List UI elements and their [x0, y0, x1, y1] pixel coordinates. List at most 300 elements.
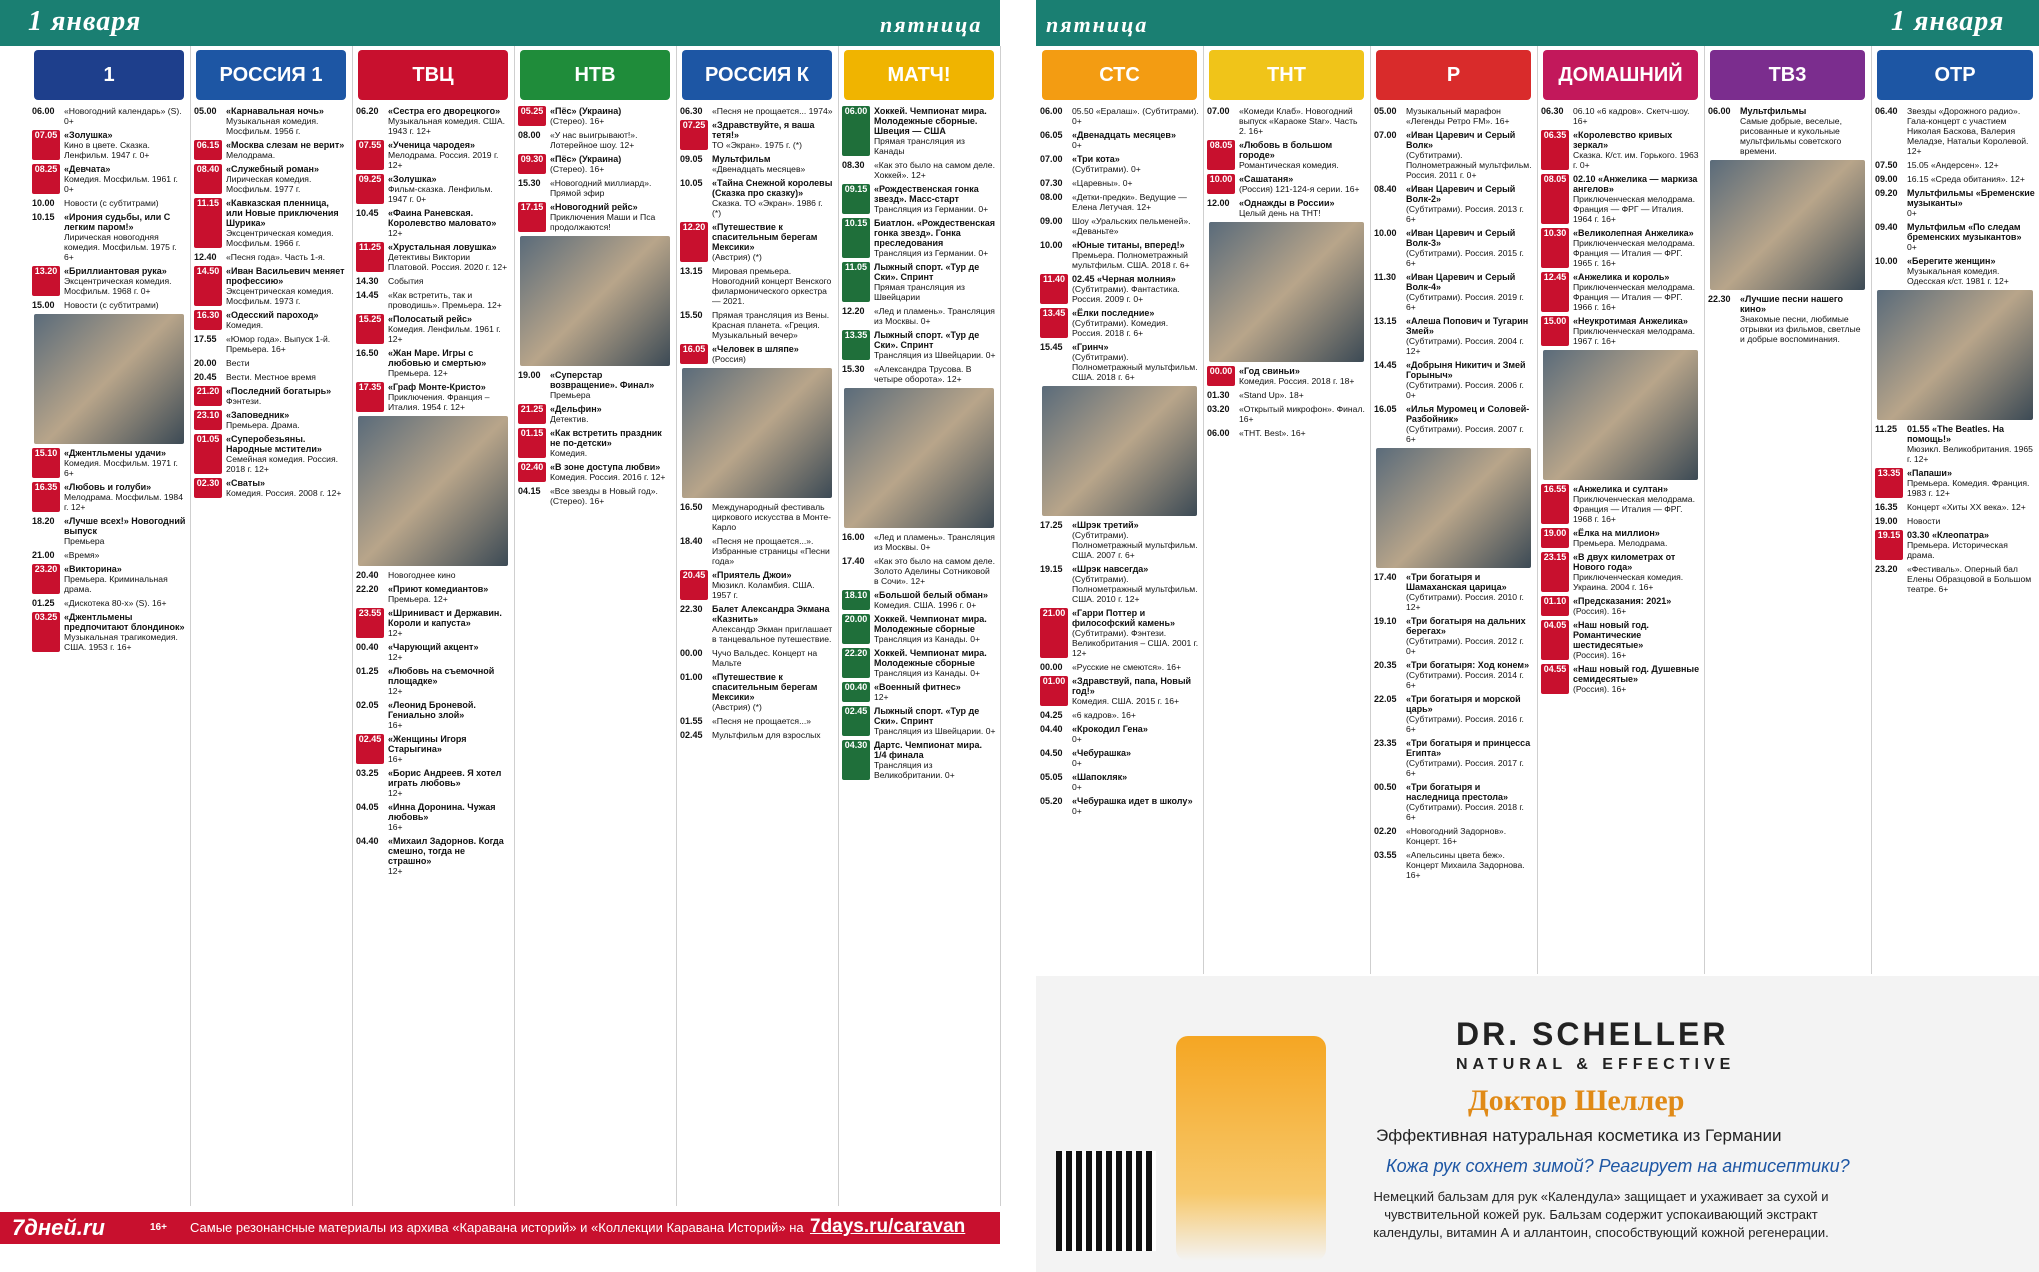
- program-item[interactable]: [1040, 308, 1199, 338]
- program-text: Комедия. Россия. 2016 г. 12+: [550, 472, 666, 482]
- program-description: [1406, 360, 1533, 400]
- program-item[interactable]: [32, 550, 186, 560]
- program-description: [388, 242, 510, 272]
- program-time: 22.30: [680, 604, 703, 614]
- program-item[interactable]: [194, 266, 348, 306]
- program-item[interactable]: [518, 404, 672, 424]
- program-description: [550, 154, 672, 174]
- program-item[interactable]: [1374, 572, 1533, 612]
- program-item[interactable]: [1541, 174, 1700, 224]
- program-item[interactable]: [1040, 748, 1199, 768]
- program-item[interactable]: [680, 672, 834, 712]
- program-text: 0+: [1072, 758, 1082, 768]
- program-item[interactable]: [842, 330, 996, 360]
- program-item[interactable]: [1374, 184, 1533, 224]
- program-item[interactable]: [680, 570, 834, 600]
- program-description: [1573, 552, 1700, 592]
- program-text: «Песня не прощается...». Избранные страницы «Песни года»: [712, 536, 830, 566]
- program-item[interactable]: [32, 212, 186, 262]
- program-item[interactable]: [518, 154, 672, 174]
- program-item[interactable]: [1374, 360, 1533, 400]
- program-item[interactable]: [1541, 228, 1700, 268]
- program-item[interactable]: [1040, 106, 1199, 126]
- program-item[interactable]: [356, 276, 510, 286]
- channel-logo[interactable]: ТНТ: [1209, 50, 1364, 100]
- program-time: 05.05: [1040, 772, 1063, 782]
- program-description: [1239, 390, 1366, 400]
- program-time: 18.40: [680, 536, 703, 546]
- program-time: 10.00: [1040, 240, 1063, 250]
- program-item[interactable]: [194, 310, 348, 330]
- program-item[interactable]: [1875, 424, 2035, 464]
- program-text: (Стерео). 16+: [550, 164, 605, 174]
- program-description: [712, 106, 834, 116]
- program-time: 10.15: [32, 212, 55, 222]
- program-title: 02.45 «Черная молния»: [1072, 274, 1176, 284]
- program-item[interactable]: [842, 590, 996, 610]
- program-item[interactable]: [1541, 664, 1700, 694]
- program-item[interactable]: [1207, 390, 1366, 400]
- program-item[interactable]: [1541, 130, 1700, 170]
- program-item[interactable]: [1541, 552, 1700, 592]
- program-item[interactable]: [1875, 188, 2035, 218]
- channel-logo[interactable]: МАТЧ!: [844, 50, 994, 100]
- channel-logo[interactable]: РОССИЯ 1: [196, 50, 346, 100]
- program-item[interactable]: [1207, 106, 1366, 136]
- program-item[interactable]: [1541, 620, 1700, 660]
- header-left-bar: [0, 0, 1000, 46]
- program-item[interactable]: [1040, 564, 1199, 604]
- program-item[interactable]: [518, 130, 672, 150]
- program-time: 04.25: [1040, 710, 1063, 720]
- program-item[interactable]: [32, 482, 186, 512]
- program-item[interactable]: [1040, 192, 1199, 212]
- channel-logo[interactable]: НТВ: [520, 50, 670, 100]
- program-time: 09.00: [1040, 216, 1063, 226]
- program-time: 06.20: [356, 106, 379, 116]
- program-title: «Любовь и голуби»: [64, 482, 152, 492]
- channel-logo[interactable]: ДОМАШНИЙ: [1543, 50, 1698, 100]
- program-time: 11.25: [1875, 424, 1898, 434]
- channel-logo[interactable]: ОТР: [1877, 50, 2033, 100]
- program-item[interactable]: [1374, 106, 1533, 126]
- program-item[interactable]: [32, 198, 186, 208]
- program-item[interactable]: [1040, 240, 1199, 270]
- program-text: Чучо Вальдес. Концерт на Мальте: [712, 648, 818, 668]
- program-item[interactable]: [32, 164, 186, 194]
- program-title: «Предсказания: 2021»: [1573, 596, 1672, 606]
- program-text: (Субтитрами). Россия. 2014 г. 6+: [1406, 670, 1524, 690]
- program-description: [388, 666, 510, 696]
- program-item[interactable]: [1374, 694, 1533, 734]
- program-text: Эксцентрическая комедия. Мосфильм. 1966 г.: [226, 228, 334, 248]
- program-item[interactable]: [1708, 106, 1867, 156]
- program-item[interactable]: [194, 372, 348, 382]
- program-text: Шоу «Уральских пельменей». «Деваньте»: [1072, 216, 1191, 236]
- program-item[interactable]: [356, 242, 510, 272]
- program-text: Премьера: [550, 390, 591, 400]
- channel-logo[interactable]: СТС: [1042, 50, 1197, 100]
- program-text: Комедия. США. 2015 г. 16+: [1072, 696, 1180, 706]
- program-item[interactable]: [194, 358, 348, 368]
- program-item[interactable]: [842, 184, 996, 214]
- program-time: 01.55: [680, 716, 703, 726]
- program-title: «Джентльмены удачи»: [64, 448, 166, 458]
- program-time: 15.50: [680, 310, 703, 320]
- program-item[interactable]: [1040, 662, 1199, 672]
- program-title: «Иван Царевич и Серый Волк»: [1406, 130, 1516, 150]
- program-item[interactable]: [680, 120, 834, 150]
- program-title: «Путешествие к спасительным берегам Мексики»: [712, 222, 818, 252]
- program-item[interactable]: [356, 642, 510, 662]
- program-item[interactable]: [680, 604, 834, 644]
- advertisement[interactable]: [1036, 976, 2039, 1272]
- program-item[interactable]: [1207, 198, 1366, 218]
- program-time: 03.25: [356, 768, 379, 778]
- program-item[interactable]: [1040, 154, 1199, 174]
- program-item[interactable]: [680, 648, 834, 668]
- program-item[interactable]: [356, 584, 510, 604]
- program-item[interactable]: [32, 612, 186, 652]
- program-text: Премьера. Драма.: [226, 420, 300, 430]
- program-item[interactable]: [1207, 366, 1366, 386]
- program-item[interactable]: [32, 598, 186, 608]
- program-time: 00.50: [1374, 782, 1397, 792]
- program-title: «Однажды в России»: [1239, 198, 1335, 208]
- program-item[interactable]: [1374, 228, 1533, 268]
- program-item[interactable]: [1040, 608, 1199, 658]
- program-item[interactable]: [1040, 796, 1199, 816]
- program-item[interactable]: [1040, 676, 1199, 706]
- channel-column: [1203, 46, 1371, 974]
- channel-column: [28, 46, 191, 1206]
- program-item[interactable]: [1875, 468, 2035, 498]
- program-description: [550, 370, 672, 400]
- program-item[interactable]: [842, 160, 996, 180]
- program-description: [226, 198, 348, 248]
- program-item[interactable]: [680, 502, 834, 532]
- program-item[interactable]: [842, 682, 996, 702]
- program-item[interactable]: [356, 570, 510, 580]
- program-text: Трансляция из Швейцарии. 0+: [874, 726, 996, 736]
- program-text: 0+: [1072, 734, 1082, 744]
- program-item[interactable]: [194, 164, 348, 194]
- program-item[interactable]: [680, 178, 834, 218]
- program-title: «Леонид Броневой. Гениально злой»: [388, 700, 476, 720]
- program-description: [1406, 316, 1533, 356]
- program-item[interactable]: [518, 428, 672, 458]
- channel-logo[interactable]: 1: [34, 50, 184, 100]
- program-description: [550, 404, 672, 424]
- program-item[interactable]: [842, 648, 996, 678]
- program-item[interactable]: [32, 266, 186, 296]
- program-item[interactable]: [1374, 738, 1533, 778]
- program-title: «Чарующий акцент»: [388, 642, 479, 652]
- program-item[interactable]: [1374, 404, 1533, 444]
- program-item[interactable]: [1875, 222, 2035, 252]
- program-text: Приключенческая мелодрама. Франция — Италия — ФРГ. 1966 г. 16+: [1573, 282, 1695, 312]
- program-item[interactable]: [1040, 274, 1199, 304]
- program-item[interactable]: [356, 208, 510, 238]
- program-time: 22.20: [842, 648, 870, 678]
- program-time: 02.05: [356, 700, 379, 710]
- program-item[interactable]: [1541, 484, 1700, 524]
- program-item[interactable]: [32, 448, 186, 478]
- program-item[interactable]: [518, 106, 672, 126]
- channel-logo[interactable]: ТВ3: [1710, 50, 1865, 100]
- program-item[interactable]: [680, 730, 834, 740]
- program-item[interactable]: [194, 386, 348, 406]
- program-description: [874, 648, 996, 678]
- program-item[interactable]: [32, 130, 186, 160]
- program-item[interactable]: [1374, 782, 1533, 822]
- program-item[interactable]: [1541, 272, 1700, 312]
- program-description: [1573, 228, 1700, 268]
- program-item[interactable]: [518, 178, 672, 198]
- program-item[interactable]: [842, 556, 996, 586]
- program-title: «Новогодний рейс»: [550, 202, 638, 212]
- program-text: Знакомые песни, любимые отрывки из фильмов, светлые и добрые воспоминания.: [1740, 314, 1861, 344]
- program-description: [874, 590, 996, 610]
- program-item[interactable]: [1541, 316, 1700, 346]
- program-text: События: [388, 276, 424, 286]
- program-item[interactable]: [1207, 404, 1366, 424]
- program-item[interactable]: [356, 608, 510, 638]
- header-right-bar: [1036, 0, 2039, 46]
- program-item[interactable]: [356, 768, 510, 798]
- program-title: «Военный фитнес»: [874, 682, 961, 692]
- program-time: 19.00: [1541, 528, 1569, 548]
- program-item[interactable]: [356, 314, 510, 344]
- program-time: 08.40: [194, 164, 222, 194]
- program-text: «Время»: [64, 550, 100, 560]
- program-description: [712, 502, 834, 532]
- program-description: [1573, 130, 1700, 170]
- program-item[interactable]: [194, 140, 348, 160]
- program-text: Детектив.: [550, 414, 589, 424]
- program-item[interactable]: [1875, 516, 2035, 526]
- program-title: «Полосатый рейс»: [388, 314, 473, 324]
- program-item[interactable]: [1875, 256, 2035, 286]
- program-text: Музыкальная трагикомедия. США. 1953 г. 16+: [64, 632, 178, 652]
- program-item[interactable]: [842, 614, 996, 644]
- program-time: 16.00: [842, 532, 865, 542]
- program-time: 08.30: [842, 160, 865, 170]
- program-description: [712, 154, 834, 174]
- program-item[interactable]: [1040, 520, 1199, 560]
- program-item[interactable]: [518, 370, 672, 400]
- program-item[interactable]: [32, 300, 186, 310]
- program-item[interactable]: [194, 334, 348, 354]
- program-time: 20.45: [194, 372, 217, 382]
- program-item[interactable]: [194, 478, 348, 498]
- program-description: [1072, 796, 1199, 816]
- program-item[interactable]: [842, 262, 996, 302]
- footer-link[interactable]: 7days.ru/caravan: [810, 1216, 966, 1237]
- program-item[interactable]: [680, 154, 834, 174]
- channel-logo[interactable]: Р: [1376, 50, 1531, 100]
- program-item[interactable]: [1374, 316, 1533, 356]
- program-title: «Заповедник»: [226, 410, 290, 420]
- program-description: [550, 462, 672, 482]
- program-item[interactable]: [356, 836, 510, 876]
- program-title: «Двенадцать месяцев»: [1072, 130, 1176, 140]
- program-item[interactable]: [842, 706, 996, 736]
- program-item[interactable]: [194, 198, 348, 248]
- program-item[interactable]: [680, 310, 834, 340]
- program-item[interactable]: [1875, 502, 2035, 512]
- program-title: «Здравствуйте, я ваша тетя!»: [712, 120, 815, 140]
- program-item[interactable]: [842, 364, 996, 384]
- program-item[interactable]: [32, 564, 186, 594]
- program-item[interactable]: [1040, 710, 1199, 720]
- program-item[interactable]: [1708, 294, 1867, 344]
- program-title: «Кавказская пленница, или Новые приключения Шурика»: [226, 198, 339, 228]
- program-text: Трансляция из Канады. 0+: [874, 668, 981, 678]
- program-description: [226, 478, 348, 498]
- program-item[interactable]: [1040, 216, 1199, 236]
- program-time: 23.15: [1541, 552, 1569, 592]
- program-item[interactable]: [518, 486, 672, 506]
- program-item[interactable]: [1040, 724, 1199, 744]
- program-item[interactable]: [356, 734, 510, 764]
- program-text: «6 кадров». 16+: [1072, 710, 1136, 720]
- program-title: «Большой белый обман»: [874, 590, 988, 600]
- program-text: Новости: [1907, 516, 1941, 526]
- program-title: «Три богатыря и Шамаханская царица»: [1406, 572, 1507, 592]
- program-item[interactable]: [194, 434, 348, 474]
- program-description: [1907, 468, 2035, 498]
- program-text: (Субтитрами). Полнометражный мультфильм. США. 2007 г. 6+: [1072, 530, 1198, 560]
- program-item[interactable]: [842, 532, 996, 552]
- program-time: 00.40: [842, 682, 870, 702]
- program-text: Трансляция из Германии. 0+: [874, 204, 989, 214]
- program-description: [388, 802, 510, 832]
- program-description: [1406, 228, 1533, 268]
- program-item[interactable]: [1875, 160, 2035, 170]
- program-title: «Викторина»: [64, 564, 122, 574]
- program-time: 15.30: [518, 178, 541, 188]
- program-item[interactable]: [680, 716, 834, 726]
- program-item[interactable]: [356, 106, 510, 136]
- program-item[interactable]: [680, 106, 834, 116]
- program-time: 00.00: [1040, 662, 1063, 672]
- program-text: Трансляция из Швейцарии. 0+: [874, 350, 996, 360]
- program-text: Мелодрама. Россия. 2019 г. 12+: [388, 150, 499, 170]
- program-item[interactable]: [1875, 106, 2035, 156]
- program-item[interactable]: [356, 700, 510, 730]
- program-item[interactable]: [1207, 174, 1366, 194]
- program-description: [1907, 256, 2035, 286]
- program-text: (Субтитрами). Россия. 2019 г. 6+: [1406, 292, 1524, 312]
- program-item[interactable]: [1374, 616, 1533, 656]
- program-item[interactable]: [842, 306, 996, 326]
- program-item[interactable]: [1875, 530, 2035, 560]
- program-item[interactable]: [1541, 596, 1700, 616]
- program-item[interactable]: [1541, 106, 1700, 126]
- program-item[interactable]: [1040, 130, 1199, 150]
- channel-logo[interactable]: РОССИЯ К: [682, 50, 832, 100]
- program-text: 12+: [388, 686, 403, 696]
- program-title: «Сестра его дворецкого»: [388, 106, 501, 116]
- program-item[interactable]: [842, 106, 996, 156]
- program-item[interactable]: [1875, 564, 2035, 594]
- program-text: Премьера. Историческая драма.: [1907, 540, 2008, 560]
- program-time: 23.10: [194, 410, 222, 430]
- program-item[interactable]: [194, 252, 348, 262]
- program-text: Концерт «Хиты XX века». 12+: [1907, 502, 2026, 512]
- program-item[interactable]: [32, 106, 186, 126]
- program-time: 16.05: [1374, 404, 1397, 414]
- program-item[interactable]: [680, 222, 834, 262]
- program-item[interactable]: [1541, 528, 1700, 548]
- program-item[interactable]: [842, 740, 996, 780]
- program-item[interactable]: [1040, 772, 1199, 792]
- program-item[interactable]: [1207, 428, 1366, 438]
- program-item[interactable]: [1374, 660, 1533, 690]
- program-text: Комедия. Ленфильм. 1961 г. 12+: [388, 324, 501, 344]
- program-item[interactable]: [356, 802, 510, 832]
- program-item[interactable]: [518, 462, 672, 482]
- program-item[interactable]: [680, 536, 834, 566]
- program-item[interactable]: [1374, 826, 1533, 846]
- program-item[interactable]: [194, 106, 348, 136]
- program-item[interactable]: [842, 218, 996, 258]
- program-photo: [1042, 386, 1197, 516]
- qr-code[interactable]: [1056, 1151, 1156, 1251]
- program-description: [388, 140, 510, 170]
- program-time: 02.40: [518, 462, 546, 482]
- program-item[interactable]: [356, 348, 510, 378]
- program-item[interactable]: [194, 410, 348, 430]
- program-title: «Сашатаня»: [1239, 174, 1294, 184]
- header-right-day: пятница: [1046, 12, 1149, 37]
- program-item[interactable]: [1040, 342, 1199, 382]
- program-item[interactable]: [356, 140, 510, 170]
- program-item[interactable]: [1374, 850, 1533, 880]
- program-title: «Пёс» (Украина): [550, 106, 622, 116]
- program-title: «Три кота»: [1072, 154, 1120, 164]
- program-item[interactable]: [356, 666, 510, 696]
- program-time: 01.10: [1541, 596, 1569, 616]
- program-description: [226, 310, 348, 330]
- program-item[interactable]: [356, 382, 510, 412]
- program-description: [1573, 484, 1700, 524]
- program-item[interactable]: [1374, 130, 1533, 180]
- program-description: [712, 716, 834, 726]
- program-item[interactable]: [518, 202, 672, 232]
- program-text: «Фестиваль». Оперный бал Елены Образцовой в Большом театре. 6+: [1907, 564, 2032, 594]
- program-description: [226, 372, 348, 382]
- program-item[interactable]: [1040, 178, 1199, 188]
- program-item[interactable]: [680, 266, 834, 306]
- program-item[interactable]: [1875, 174, 2035, 184]
- program-list: [1370, 106, 1537, 880]
- program-description: [1907, 502, 2035, 512]
- program-item[interactable]: [356, 174, 510, 204]
- header-right-date: 1 января: [1891, 6, 2005, 37]
- program-list: [1203, 106, 1370, 438]
- channel-logo[interactable]: ТВЦ: [358, 50, 508, 100]
- program-item[interactable]: [1374, 272, 1533, 312]
- program-item[interactable]: [1207, 140, 1366, 170]
- program-item[interactable]: [356, 290, 510, 310]
- program-item[interactable]: [32, 516, 186, 546]
- program-item[interactable]: [680, 344, 834, 364]
- footer-logo[interactable]: 7дней.ru: [12, 1215, 105, 1240]
- program-description: [64, 482, 186, 512]
- program-title: «Инна Доронина. Чужая любовь»: [388, 802, 496, 822]
